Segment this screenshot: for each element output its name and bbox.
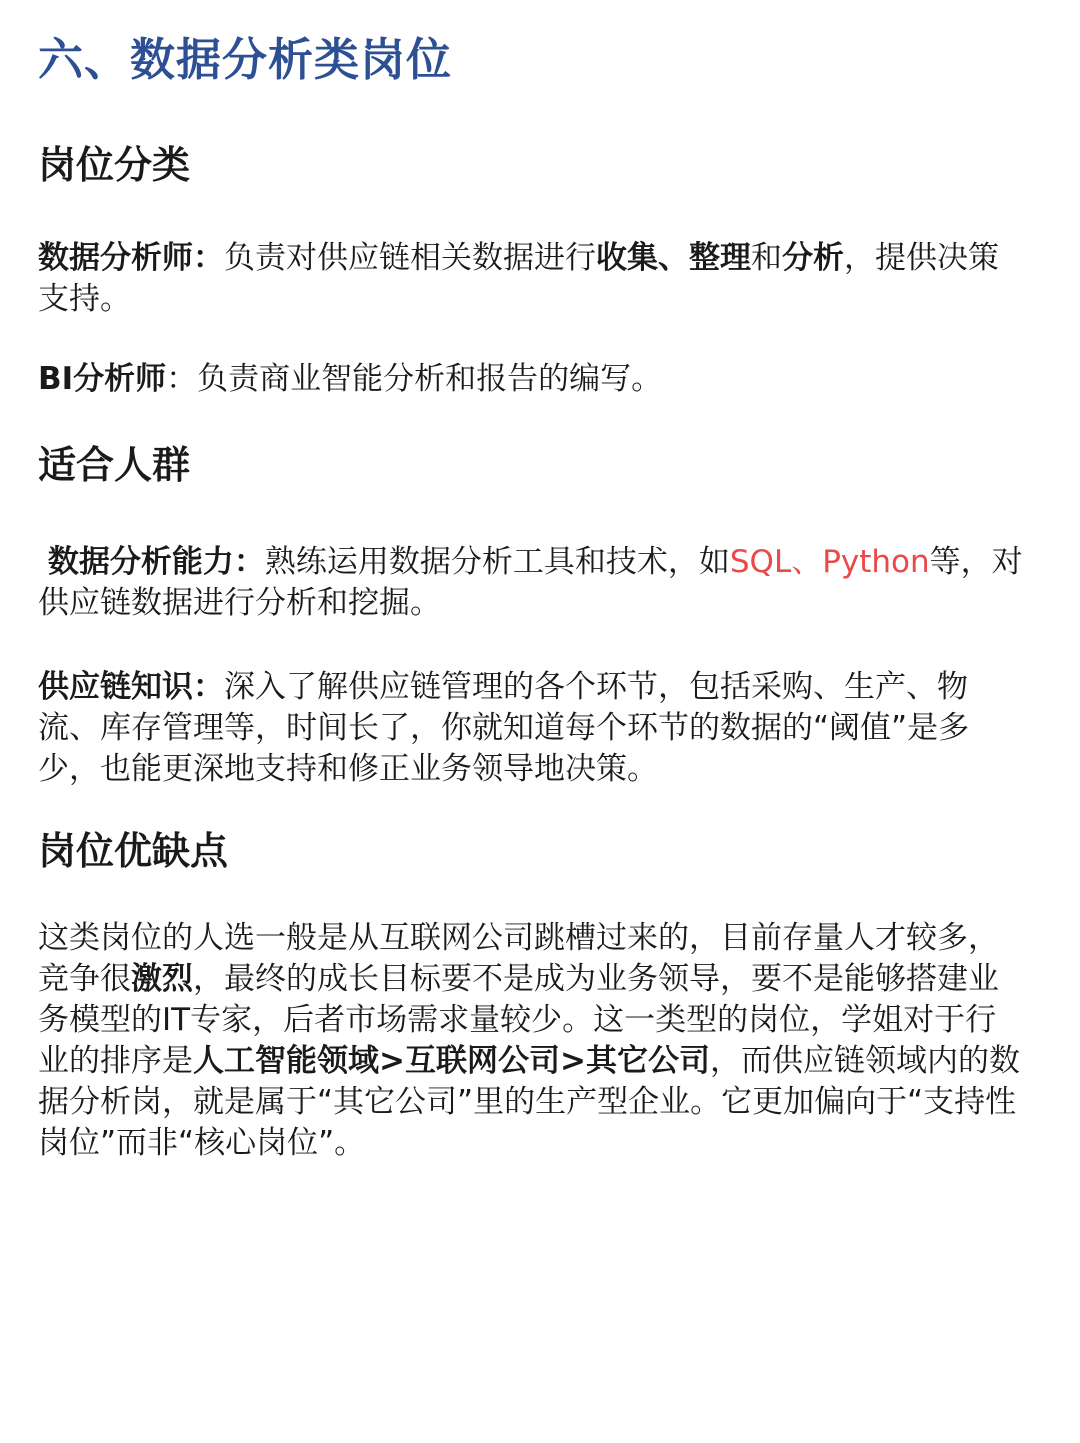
item-highlight-text: SQL、Python	[729, 544, 930, 580]
item-term: 数据分析能力：	[47, 544, 265, 580]
item-data-analyst	[38, 238, 1023, 320]
paragraph-bold-text: 激烈	[131, 961, 193, 997]
paragraph-bold-text: 人工智能领域>互联网公司>其它公司	[193, 1043, 710, 1079]
item-term: 数据分析师：	[38, 240, 224, 276]
section-heading-suitable-people: 适合人群	[38, 443, 191, 487]
item-text: ：负责商业智能分析和报告的编写。	[166, 361, 663, 397]
paragraph-text: 这类岗位的人选一般是从互联网公司跳槽过来的，目前存量人才较多，竞争很	[38, 920, 999, 997]
item-text: 深入了解供应链管理的各个环节，包括采购、生产、物流、库存管理等，时间长了，你就知道每个环节的数据的“阈值”是多少，也能更深地支持和修正业务领导地决策。	[38, 669, 970, 787]
item-text: 和	[751, 240, 782, 276]
section-heading-pros-cons: 岗位优缺点	[38, 829, 229, 873]
item-text: 熟练运用数据分析工具和技术，如	[264, 544, 730, 580]
item-term: 供应链知识：	[38, 669, 224, 705]
item-text: 负责对供应链相关数据进行	[224, 240, 596, 276]
item-bold-text: 收集、整理	[596, 240, 751, 276]
item-text: ，提供决策支持。	[38, 240, 999, 317]
item-supply-chain-knowledge	[38, 667, 1023, 790]
page-title: 六、数据分析类岗位	[38, 33, 453, 86]
paragraph-text: ，最终的成长目标要不是成为业务领导，要不是能够搭建业务模型的IT专家，后者市场需求量较少。这一类型的岗位，学姐对于行业的排序是	[38, 961, 999, 1079]
paragraph-text: ，而供应链领域内的数据分析岗，就是属于“其它公司”里的生产型企业。它更加偏向于“支持性岗位”而非“核心岗位”。	[38, 1043, 1020, 1161]
item-bold-text: 分析	[782, 240, 844, 276]
section-heading-job-categories: 岗位分类	[38, 143, 191, 187]
item-bi-analyst	[38, 359, 1023, 400]
item-text: 等，对供应链数据进行分析和挖掘。	[38, 544, 1023, 621]
item-data-analysis-ability	[38, 542, 1023, 624]
pros-cons-paragraph	[38, 918, 1023, 1164]
item-term: BI分析师	[38, 361, 167, 397]
item-lead-space	[38, 544, 48, 580]
